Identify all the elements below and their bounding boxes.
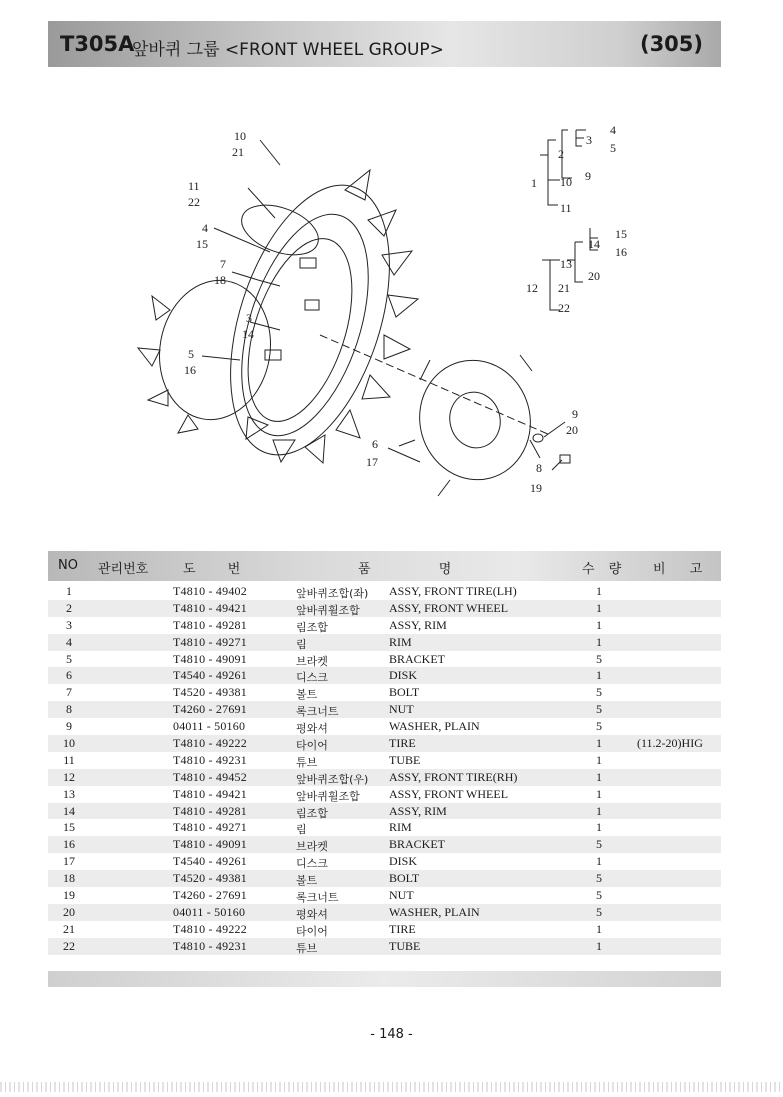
row-part-number: T4260 - 27691: [173, 888, 247, 903]
table-row: [48, 651, 721, 668]
svg-text:16: 16: [615, 245, 627, 259]
row-part-number: T4810 - 49281: [173, 803, 247, 818]
row-no: 20: [63, 904, 75, 919]
row-part-number: T4520 - 49381: [173, 685, 247, 700]
row-quantity: 5: [596, 685, 602, 700]
row-no: 12: [63, 769, 75, 784]
svg-text:8: 8: [536, 461, 542, 475]
row-no: 6: [66, 668, 72, 683]
row-english-name: TUBE: [389, 938, 421, 953]
row-korean-name: 타이어: [296, 924, 328, 938]
svg-text:12: 12: [526, 281, 538, 295]
row-quantity: 1: [596, 617, 602, 632]
row-english-name: WASHER, PLAIN: [389, 904, 480, 919]
table-row: [48, 904, 721, 921]
row-korean-name: 튜브: [296, 755, 318, 769]
nut-shape: [560, 455, 570, 463]
row-part-number: T4810 - 49231: [173, 752, 247, 767]
svg-text:13: 13: [560, 257, 572, 271]
row-part-number: T4520 - 49381: [173, 871, 247, 886]
row-korean-name: 림: [296, 637, 307, 651]
section-header: [48, 21, 721, 67]
svg-text:11: 11: [188, 179, 200, 193]
svg-text:21: 21: [558, 281, 570, 295]
row-english-name: ASSY, RIM: [389, 617, 447, 632]
table-row: [48, 600, 721, 617]
table-footer-bar: [48, 971, 721, 987]
svg-text:5: 5: [188, 347, 194, 361]
row-english-name: ASSY, FRONT TIRE(RH): [389, 769, 518, 784]
table-row: [48, 887, 721, 904]
row-quantity: 5: [596, 904, 602, 919]
row-no: 19: [63, 888, 75, 903]
section-title: 앞바퀴 그룹 <FRONT WHEEL GROUP>: [132, 40, 444, 60]
header-drawing: 도 번: [183, 562, 241, 577]
table-row: [48, 786, 721, 803]
row-part-number: 04011 - 50160: [173, 904, 246, 919]
table-row: [48, 684, 721, 701]
row-no: 11: [63, 752, 75, 767]
row-quantity: 1: [596, 752, 602, 767]
table-row: [48, 769, 721, 786]
svg-text:22: 22: [188, 195, 200, 209]
svg-text:5: 5: [610, 141, 616, 155]
row-quantity: 5: [596, 888, 602, 903]
row-korean-name: 앞바퀴휠조합: [296, 603, 360, 617]
section-code: T305A: [60, 32, 135, 56]
row-quantity: 1: [596, 600, 602, 615]
row-korean-name: 디스크: [296, 671, 328, 685]
row-part-number: T4810 - 49271: [173, 820, 247, 835]
row-korean-name: 볼트: [296, 688, 318, 702]
row-korean-name: 림: [296, 823, 307, 837]
row-no: 22: [63, 938, 75, 953]
row-quantity: 1: [596, 820, 602, 835]
row-korean-name: 앞바퀴조합(우): [296, 772, 369, 786]
table-row: [48, 617, 721, 634]
svg-text:16: 16: [184, 363, 196, 377]
row-english-name: BRACKET: [389, 837, 446, 852]
row-english-name: NUT: [389, 888, 414, 903]
table-row: [48, 667, 721, 684]
row-korean-name: 림조합: [296, 620, 328, 634]
row-quantity: 1: [596, 803, 602, 818]
svg-text:14: 14: [588, 237, 600, 251]
row-quantity: 5: [596, 702, 602, 717]
svg-text:20: 20: [588, 269, 600, 283]
row-part-number: T4540 - 49261: [173, 668, 247, 683]
parts-table: [48, 583, 721, 955]
disk-outline: [406, 348, 543, 492]
row-quantity: 1: [596, 736, 602, 751]
header-no: NO: [58, 558, 78, 573]
row-quantity: 5: [596, 871, 602, 886]
table-row: [48, 819, 721, 836]
row-remarks: (11.2-20)HIG: [637, 736, 703, 751]
exploded-view-diagram: [130, 110, 730, 510]
row-quantity: 1: [596, 584, 602, 598]
row-quantity: 1: [596, 938, 602, 953]
row-english-name: BOLT: [389, 871, 420, 886]
callout-labels: [184, 129, 578, 495]
row-english-name: ASSY, RIM: [389, 803, 447, 818]
table-row: [48, 634, 721, 651]
row-english-name: NUT: [389, 702, 414, 717]
row-part-number: T4810 - 49421: [173, 600, 247, 615]
row-quantity: 5: [596, 651, 602, 666]
row-english-name: TUBE: [389, 752, 421, 767]
svg-text:3: 3: [586, 133, 592, 147]
table-row: [48, 836, 721, 853]
row-part-number: T4810 - 49452: [173, 769, 247, 784]
row-part-number: T4810 - 49281: [173, 617, 247, 632]
row-korean-name: 록크너트: [296, 705, 339, 719]
row-korean-name: 평와셔: [296, 722, 328, 736]
row-part-number: T4810 - 49271: [173, 634, 247, 649]
row-part-number: T4810 - 49222: [173, 921, 247, 936]
row-quantity: 1: [596, 786, 602, 801]
row-part-number: T4810 - 49402: [173, 584, 247, 598]
row-korean-name: 브라켓: [296, 654, 328, 668]
row-english-name: TIRE: [389, 736, 416, 751]
row-english-name: RIM: [389, 820, 412, 835]
row-quantity: 5: [596, 719, 602, 734]
row-no: 21: [63, 921, 75, 936]
table-row: [48, 938, 721, 955]
page-number: - 148 -: [370, 1027, 413, 1042]
svg-text:7: 7: [220, 257, 226, 271]
row-korean-name: 앞바퀴휠조합: [296, 789, 360, 803]
svg-text:19: 19: [530, 481, 542, 495]
row-no: 8: [66, 702, 72, 717]
bracket-shape: [300, 258, 316, 268]
row-part-number: T4810 - 49091: [173, 651, 247, 666]
row-part-number: T4260 - 27691: [173, 702, 247, 717]
row-korean-name: 록크너트: [296, 891, 339, 905]
row-korean-name: 튜브: [296, 941, 318, 955]
row-english-name: WASHER, PLAIN: [389, 719, 480, 734]
row-english-name: ASSY, FRONT TIRE(LH): [389, 584, 517, 598]
row-no: 1: [66, 584, 72, 598]
row-no: 15: [63, 820, 75, 835]
svg-text:20: 20: [566, 423, 578, 437]
axis-line: [320, 335, 550, 435]
row-no: 7: [66, 685, 72, 700]
tube-outline: [235, 196, 325, 265]
row-part-number: T4810 - 49231: [173, 938, 247, 953]
row-quantity: 1: [596, 634, 602, 649]
row-part-number: T4810 - 49421: [173, 786, 247, 801]
row-quantity: 1: [596, 854, 602, 869]
table-row: [48, 921, 721, 938]
header-qty: 수 량: [582, 562, 622, 577]
row-korean-name: 브라켓: [296, 840, 328, 854]
row-quantity: 1: [596, 668, 602, 683]
row-english-name: RIM: [389, 634, 412, 649]
tire-left-half: [149, 272, 282, 429]
row-korean-name: 볼트: [296, 874, 318, 888]
row-english-name: DISK: [389, 668, 418, 683]
row-no: 13: [63, 786, 75, 801]
table-row: [48, 752, 721, 769]
row-no: 9: [66, 719, 72, 734]
header-remarks: 비 고: [653, 562, 703, 577]
row-korean-name: 앞바퀴조합(좌): [296, 587, 369, 600]
svg-text:17: 17: [366, 455, 378, 469]
table-header: [48, 551, 721, 581]
scan-artifact: [0, 1082, 783, 1092]
row-quantity: 5: [596, 837, 602, 852]
svg-text:15: 15: [196, 237, 208, 251]
row-quantity: 1: [596, 769, 602, 784]
row-english-name: ASSY, FRONT WHEEL: [389, 600, 509, 615]
row-part-number: T4540 - 49261: [173, 854, 247, 869]
row-english-name: TIRE: [389, 921, 416, 936]
table-row: [48, 583, 721, 600]
assembly-tree-1: [531, 123, 616, 215]
svg-text:6: 6: [372, 437, 378, 451]
table-row: [48, 853, 721, 870]
row-english-name: BOLT: [389, 685, 420, 700]
svg-text:14: 14: [242, 327, 254, 341]
row-no: 14: [63, 803, 75, 818]
table-row: [48, 735, 721, 752]
table-row: [48, 870, 721, 887]
svg-text:9: 9: [585, 169, 591, 183]
table-row: [48, 803, 721, 820]
assembly-tree-2: [526, 227, 627, 315]
row-english-name: DISK: [389, 854, 418, 869]
row-no: 10: [63, 736, 75, 751]
svg-text:3: 3: [246, 311, 252, 325]
svg-text:2: 2: [558, 147, 564, 161]
row-korean-name: 림조합: [296, 806, 328, 820]
row-no: 2: [66, 600, 72, 615]
row-english-name: BRACKET: [389, 651, 446, 666]
svg-text:18: 18: [214, 273, 226, 287]
row-english-name: ASSY, FRONT WHEEL: [389, 786, 509, 801]
svg-text:11: 11: [560, 201, 572, 215]
row-part-number: 04011 - 50160: [173, 719, 246, 734]
header-name: 품 명: [358, 562, 452, 577]
header-mgmt: 관리번호: [98, 562, 149, 577]
row-korean-name: 디스크: [296, 857, 328, 871]
table-row: [48, 718, 721, 735]
svg-text:10: 10: [560, 175, 572, 189]
row-part-number: T4810 - 49222: [173, 736, 247, 751]
row-part-number: T4810 - 49091: [173, 837, 247, 852]
row-no: 18: [63, 871, 75, 886]
row-no: 16: [63, 837, 75, 852]
row-no: 17: [63, 854, 75, 869]
row-quantity: 1: [596, 921, 602, 936]
row-no: 5: [66, 651, 72, 666]
svg-text:4: 4: [202, 221, 208, 235]
svg-text:21: 21: [232, 145, 244, 159]
section-page-ref: (305): [639, 32, 703, 56]
svg-text:4: 4: [610, 123, 616, 137]
svg-text:15: 15: [615, 227, 627, 241]
row-korean-name: 평와셔: [296, 907, 328, 921]
row-no: 3: [66, 617, 72, 632]
svg-text:9: 9: [572, 407, 578, 421]
rim-outline: [217, 199, 393, 452]
svg-text:22: 22: [558, 301, 570, 315]
row-no: 4: [66, 634, 72, 649]
washer-shape: [533, 434, 543, 442]
tire-outline: [200, 165, 420, 475]
svg-text:1: 1: [531, 176, 537, 190]
row-korean-name: 타이어: [296, 739, 328, 753]
table-row: [48, 701, 721, 718]
svg-text:10: 10: [234, 129, 246, 143]
